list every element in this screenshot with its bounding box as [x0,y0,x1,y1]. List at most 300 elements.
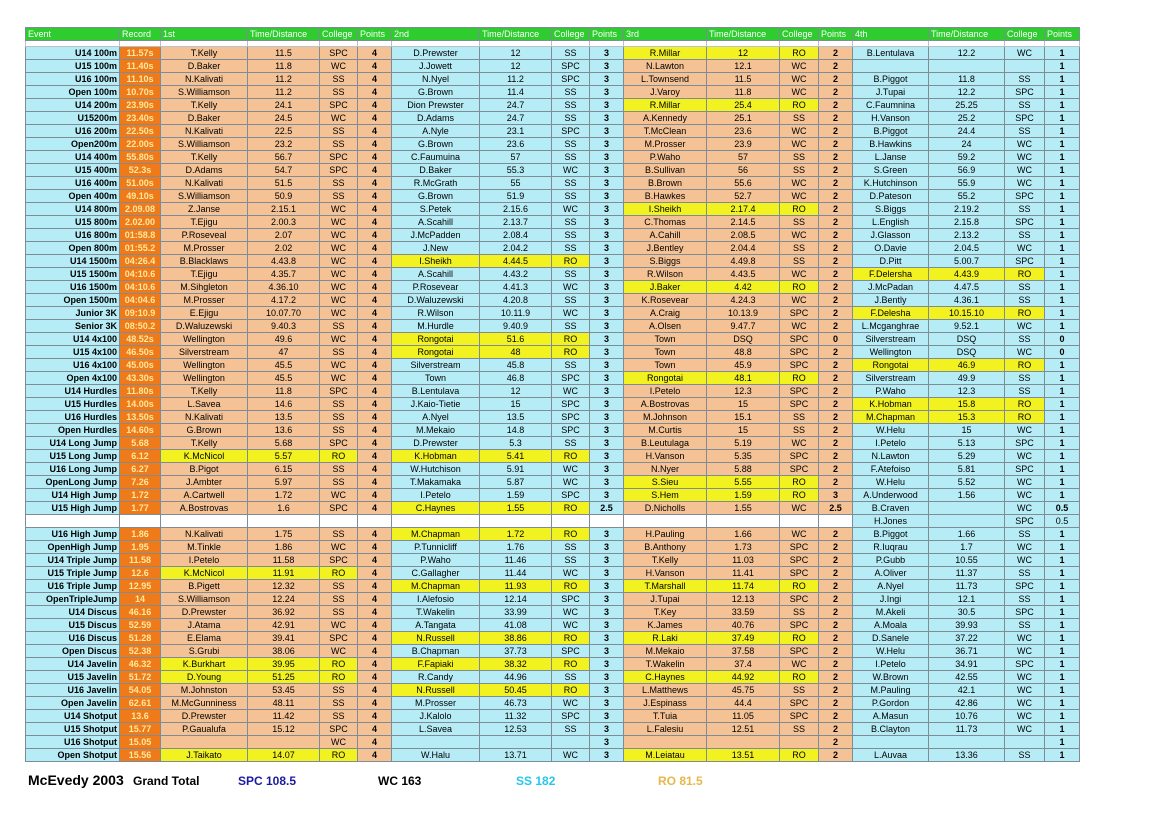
first-name-cell: D.Prewster [161,606,248,619]
fourth-points-cell: 1 [1045,372,1080,385]
first-mark-cell: 51.25 [248,671,320,684]
table-row [26,73,1080,86]
third-mark-cell: 1.66 [707,528,780,541]
second-points-cell: 3 [590,580,624,593]
third-mark-cell: 2.08.5 [707,229,780,242]
record-cell: 04:10.6 [120,268,161,281]
fourth-name-cell: A.Underwood [853,489,929,502]
total-spc: SPC 108.5 [238,774,297,788]
second-points-cell: 3 [590,450,624,463]
second-mark-cell: 41.08 [480,619,552,632]
fourth-name-cell: M.Akeli [853,606,929,619]
first-college-cell: SPC [320,554,358,567]
event-cell: U16 100m [26,73,120,86]
fourth-mark-cell: 37.22 [929,632,1005,645]
first-college-cell: WC [320,359,358,372]
table-row [26,164,1080,177]
second-college-cell: RO [552,580,590,593]
total-ro: RO 81.5 [658,774,703,788]
second-college-cell: WC [552,606,590,619]
first-points-cell: 4 [358,320,392,333]
third-college-cell: RO [780,47,819,60]
second-points-cell: 3 [590,554,624,567]
second-name-cell: A.Scahill [392,216,480,229]
first-points-cell: 4 [358,125,392,138]
second-college-cell: SS [552,86,590,99]
second-name-cell: Dion Prewster [392,99,480,112]
first-points-cell: 4 [358,658,392,671]
first-college-cell: SS [320,697,358,710]
record-cell: 62.61 [120,697,161,710]
third-college-cell: WC [780,528,819,541]
first-mark-cell: 13.6 [248,424,320,437]
fourth-college-cell: WC [1005,645,1045,658]
first-name-cell: D.Baker [161,60,248,73]
fourth-points-cell: 1 [1045,359,1080,372]
third-name-cell: J.Bentley [624,242,707,255]
event-cell: U16 200m [26,125,120,138]
third-mark-cell: 15 [707,424,780,437]
third-mark-cell: 37.58 [707,645,780,658]
third-mark-cell [707,515,780,528]
second-mark-cell: 1.55 [480,502,552,515]
fourth-mark-cell [929,736,1005,749]
first-mark-cell: 2.02 [248,242,320,255]
second-mark-cell: 14.8 [480,424,552,437]
fourth-college-cell: WC [1005,242,1045,255]
fourth-points-cell: 1 [1045,632,1080,645]
third-college-cell: SS [780,242,819,255]
fourth-mark-cell: 1.66 [929,528,1005,541]
third-points-cell: 2 [819,671,853,684]
fourth-mark-cell: 25.2 [929,112,1005,125]
fourth-mark-cell: 12.2 [929,47,1005,60]
third-points-cell: 2 [819,125,853,138]
first-name-cell: N.Kalivati [161,411,248,424]
second-mark-cell: 23.6 [480,138,552,151]
grand-total-label: Grand Total [133,774,200,788]
fourth-college-cell: WC [1005,47,1045,60]
first-college-cell: WC [320,372,358,385]
event-cell: Junior 3K [26,307,120,320]
fourth-name-cell: Silverstream [853,333,929,346]
third-college-cell: RO [780,476,819,489]
second-name-cell: Rongotai [392,333,480,346]
third-points-cell: 2 [819,593,853,606]
third-points-cell: 2 [819,437,853,450]
event-cell: U15 1500m [26,268,120,281]
first-points-cell: 4 [358,554,392,567]
table-row [26,203,1080,216]
first-mark-cell: 4.43.8 [248,255,320,268]
first-name-cell: K.McNicol [161,567,248,580]
third-points-cell: 2 [819,346,853,359]
second-name-cell: K.Hobman [392,450,480,463]
first-mark-cell: 1.72 [248,489,320,502]
second-mark-cell: 4.20.8 [480,294,552,307]
third-college-cell: RO [780,281,819,294]
third-mark-cell: 11.74 [707,580,780,593]
first-mark-cell: 56.7 [248,151,320,164]
third-mark-cell: 4.43.5 [707,268,780,281]
fourth-points-cell: 1 [1045,528,1080,541]
third-points-cell: 2 [819,281,853,294]
first-points-cell: 4 [358,593,392,606]
record-cell: 13.50s [120,411,161,424]
fourth-college-cell: WC [1005,541,1045,554]
fourth-mark-cell: 24 [929,138,1005,151]
first-mark-cell: 2.00.3 [248,216,320,229]
table-row [26,242,1080,255]
fourth-mark-cell: 46.9 [929,359,1005,372]
first-name-cell: A.Bostrovas [161,502,248,515]
fourth-college-cell: WC [1005,632,1045,645]
second-points-cell: 3 [590,424,624,437]
event-cell: U14 Discus [26,606,120,619]
footer [28,770,788,794]
third-name-cell: I.Petelo [624,385,707,398]
second-mark-cell: 45.8 [480,359,552,372]
event-cell: U15 Shotput [26,723,120,736]
third-name-cell: L.Falesiu [624,723,707,736]
third-points-cell: 2 [819,177,853,190]
fourth-college-cell [1005,736,1045,749]
first-points-cell: 4 [358,697,392,710]
second-college-cell: SS [552,268,590,281]
third-points-cell: 2 [819,411,853,424]
second-college-cell: RO [552,528,590,541]
fourth-name-cell: S.Biggs [853,203,929,216]
fourth-points-cell: 1 [1045,190,1080,203]
fourth-mark-cell: 4.36.1 [929,294,1005,307]
fourth-points-cell: 1 [1045,593,1080,606]
first-college-cell: WC [320,307,358,320]
fourth-points-cell: 1 [1045,398,1080,411]
table-row [26,567,1080,580]
table-row [26,606,1080,619]
fourth-name-cell: H.Jones [853,515,929,528]
first-points-cell: 4 [358,177,392,190]
event-cell: U14 High Jump [26,489,120,502]
first-points-cell: 4 [358,749,392,762]
total-wc: WC 163 [378,774,422,788]
fourth-college-cell: SS [1005,528,1045,541]
first-mark-cell: 4.36.10 [248,281,320,294]
first-name-cell: Wellington [161,372,248,385]
third-mark-cell: 11.5 [707,73,780,86]
fourth-points-cell: 1 [1045,736,1080,749]
third-name-cell: Town [624,333,707,346]
event-cell: Open200m [26,138,120,151]
third-college-cell: SS [780,723,819,736]
third-mark-cell: 5.19 [707,437,780,450]
first-points-cell: 4 [358,450,392,463]
first-mark-cell: 11.8 [248,60,320,73]
third-points-cell: 2 [819,307,853,320]
record-cell: 6.27 [120,463,161,476]
table-row [26,476,1080,489]
second-points-cell: 3 [590,125,624,138]
third-points-cell: 2 [819,723,853,736]
first-college-cell: SS [320,138,358,151]
fourth-points-cell: 1 [1045,697,1080,710]
second-college-cell: SPC [552,645,590,658]
fourth-name-cell: Silverstream [853,372,929,385]
first-mark-cell: 38.06 [248,645,320,658]
third-points-cell: 2 [819,151,853,164]
fourth-mark-cell: 13.36 [929,749,1005,762]
second-college-cell: SPC [552,398,590,411]
results-body [26,41,1080,762]
fourth-name-cell: P.Waho [853,385,929,398]
third-points-cell: 2 [819,190,853,203]
col-header-college-2: College [552,28,590,41]
fourth-points-cell: 0 [1045,333,1080,346]
first-name-cell: D.Prewster [161,710,248,723]
first-name-cell: T.Ejigu [161,216,248,229]
second-points-cell: 3 [590,697,624,710]
fourth-college-cell: WC [1005,138,1045,151]
first-mark-cell: 24.1 [248,99,320,112]
second-name-cell: M.Chapman [392,528,480,541]
fourth-college-cell: SS [1005,203,1045,216]
fourth-college-cell [1005,60,1045,73]
second-mark-cell: 24.7 [480,112,552,125]
third-points-cell: 2 [819,632,853,645]
third-college-cell: WC [780,268,819,281]
fourth-points-cell: 1 [1045,125,1080,138]
third-mark-cell: 55.6 [707,177,780,190]
second-college-cell: SS [552,671,590,684]
second-mark-cell: 4.43.2 [480,268,552,281]
first-name-cell: S.Grubi [161,645,248,658]
third-name-cell: R.Laki [624,632,707,645]
third-mark-cell: 5.35 [707,450,780,463]
table-row [26,489,1080,502]
col-header-time-1: Time/Distance [248,28,320,41]
third-points-cell: 2.5 [819,502,853,515]
fourth-mark-cell: 10.55 [929,554,1005,567]
third-college-cell: WC [780,177,819,190]
fourth-name-cell: B.Craven [853,502,929,515]
fourth-points-cell: 1 [1045,99,1080,112]
second-college-cell: SS [552,437,590,450]
second-mark-cell: 5.87 [480,476,552,489]
second-mark-cell: 38.32 [480,658,552,671]
third-mark-cell: 48.1 [707,372,780,385]
record-cell: 11.40s [120,60,161,73]
table-row [26,138,1080,151]
fourth-name-cell: M.Chapman [853,411,929,424]
fourth-mark-cell: 39.93 [929,619,1005,632]
first-mark-cell: 9.40.3 [248,320,320,333]
second-points-cell: 3 [590,632,624,645]
second-college-cell: WC [552,463,590,476]
first-points-cell: 4 [358,671,392,684]
third-mark-cell: 44.92 [707,671,780,684]
first-points-cell: 4 [358,710,392,723]
meet-title: McEvedy 2003 [28,772,124,788]
first-mark-cell: 11.91 [248,567,320,580]
second-mark-cell: 11.4 [480,86,552,99]
third-mark-cell: 12 [707,47,780,60]
third-name-cell: A.Kennedy [624,112,707,125]
first-name-cell: Z.Janse [161,203,248,216]
fourth-points-cell: 1 [1045,242,1080,255]
first-points-cell: 4 [358,372,392,385]
third-points-cell: 2 [819,606,853,619]
table-row [26,294,1080,307]
second-points-cell: 3 [590,541,624,554]
third-name-cell: R.Millar [624,99,707,112]
first-points-cell: 4 [358,567,392,580]
first-name-cell: M.Prosser [161,242,248,255]
third-name-cell: T.Key [624,606,707,619]
record-cell: 22.50s [120,125,161,138]
third-mark-cell: 57 [707,151,780,164]
second-name-cell: G.Brown [392,86,480,99]
second-mark-cell: 12 [480,60,552,73]
third-college-cell: SPC [780,619,819,632]
record-cell: 1.77 [120,502,161,515]
fourth-college-cell: WC [1005,697,1045,710]
fourth-name-cell: H.Vanson [853,112,929,125]
first-name-cell: B.Pigot [161,463,248,476]
second-name-cell: M.Chapman [392,580,480,593]
first-college-cell: SS [320,580,358,593]
record-cell: 52.59 [120,619,161,632]
event-cell: U14 800m [26,203,120,216]
event-cell: U16 400m [26,177,120,190]
record-cell: 15.77 [120,723,161,736]
first-mark-cell: 48.11 [248,697,320,710]
third-points-cell: 2 [819,229,853,242]
second-college-cell: SPC [552,60,590,73]
second-points-cell: 3 [590,346,624,359]
first-name-cell: S.Williamson [161,138,248,151]
second-name-cell: W.Halu [392,749,480,762]
first-name-cell: E.Ejigu [161,307,248,320]
fourth-name-cell: P.Gubb [853,554,929,567]
second-points-cell: 3 [590,710,624,723]
fourth-points-cell: 1 [1045,47,1080,60]
first-name-cell: S.Williamson [161,593,248,606]
third-points-cell: 2 [819,216,853,229]
third-name-cell: C.Thomas [624,216,707,229]
third-college-cell: RO [780,671,819,684]
second-points-cell: 3 [590,164,624,177]
second-name-cell: B.Chapman [392,645,480,658]
second-mark-cell: 2.04.2 [480,242,552,255]
table-row [26,658,1080,671]
first-points-cell: 4 [358,463,392,476]
event-cell: U15200m [26,112,120,125]
col-header-points-2: Points [590,28,624,41]
record-cell: 22.00s [120,138,161,151]
first-name-cell: P.Gaualufa [161,723,248,736]
fourth-name-cell: L.Mcganghrae [853,320,929,333]
second-mark-cell: 13.5 [480,411,552,424]
first-points-cell: 4 [358,723,392,736]
fourth-points-cell: 1 [1045,424,1080,437]
first-college-cell: SPC [320,632,358,645]
record-cell: 48.52s [120,333,161,346]
record-cell: 11.57s [120,47,161,60]
third-name-cell: B.Hawkes [624,190,707,203]
third-college-cell: SPC [780,307,819,320]
second-mark-cell: 2.08.4 [480,229,552,242]
third-mark-cell: 56 [707,164,780,177]
fourth-name-cell: D.Pateson [853,190,929,203]
fourth-mark-cell [929,60,1005,73]
third-mark-cell: 12.51 [707,723,780,736]
second-college-cell: RO [552,255,590,268]
first-mark-cell: 10.07.70 [248,307,320,320]
first-mark-cell [248,736,320,749]
fourth-college-cell: SPC [1005,463,1045,476]
third-name-cell: A.Craig [624,307,707,320]
first-name-cell: K.McNicol [161,450,248,463]
third-mark-cell: 1.55 [707,502,780,515]
third-name-cell: T.Wakelin [624,658,707,671]
fourth-mark-cell: 59.2 [929,151,1005,164]
second-points-cell: 3 [590,47,624,60]
first-name-cell: D.Baker [161,112,248,125]
table-row [26,541,1080,554]
first-college-cell: WC [320,619,358,632]
fourth-name-cell: F.Delesha [853,307,929,320]
second-mark-cell: 51.6 [480,333,552,346]
first-mark-cell: 54.7 [248,164,320,177]
second-name-cell: R.Candy [392,671,480,684]
col-header-points-1: Points [358,28,392,41]
third-mark-cell: 15.1 [707,411,780,424]
second-name-cell: J.McPadden [392,229,480,242]
second-name-cell: D.Baker [392,164,480,177]
first-mark-cell: 36.92 [248,606,320,619]
record-cell: 08:50.2 [120,320,161,333]
first-points-cell: 4 [358,684,392,697]
event-cell: U14 Javelin [26,658,120,671]
fourth-mark-cell: 10.15.10 [929,307,1005,320]
event-cell: U14 Long Jump [26,437,120,450]
first-points-cell: 4 [358,736,392,749]
first-points-cell: 4 [358,424,392,437]
event-cell: U14 1500m [26,255,120,268]
record-cell: 04:26.4 [120,255,161,268]
table-row [26,385,1080,398]
third-name-cell: R.Millar [624,47,707,60]
fourth-points-cell: 1 [1045,177,1080,190]
first-name-cell: T.Kelly [161,151,248,164]
third-name-cell: J.Baker [624,281,707,294]
second-college-cell: RO [552,450,590,463]
first-points-cell: 4 [358,632,392,645]
table-row [26,281,1080,294]
record-cell: 15.56 [120,749,161,762]
event-cell: U15 Long Jump [26,450,120,463]
second-mark-cell: 46.8 [480,372,552,385]
record-cell: 46.16 [120,606,161,619]
table-row [26,190,1080,203]
first-name-cell: T.Kelly [161,47,248,60]
first-college-cell: WC [320,255,358,268]
first-points-cell: 4 [358,255,392,268]
second-name-cell: N.Russell [392,684,480,697]
second-name-cell: D.Adams [392,112,480,125]
first-mark-cell: 2.15.1 [248,203,320,216]
fourth-mark-cell: 49.9 [929,372,1005,385]
